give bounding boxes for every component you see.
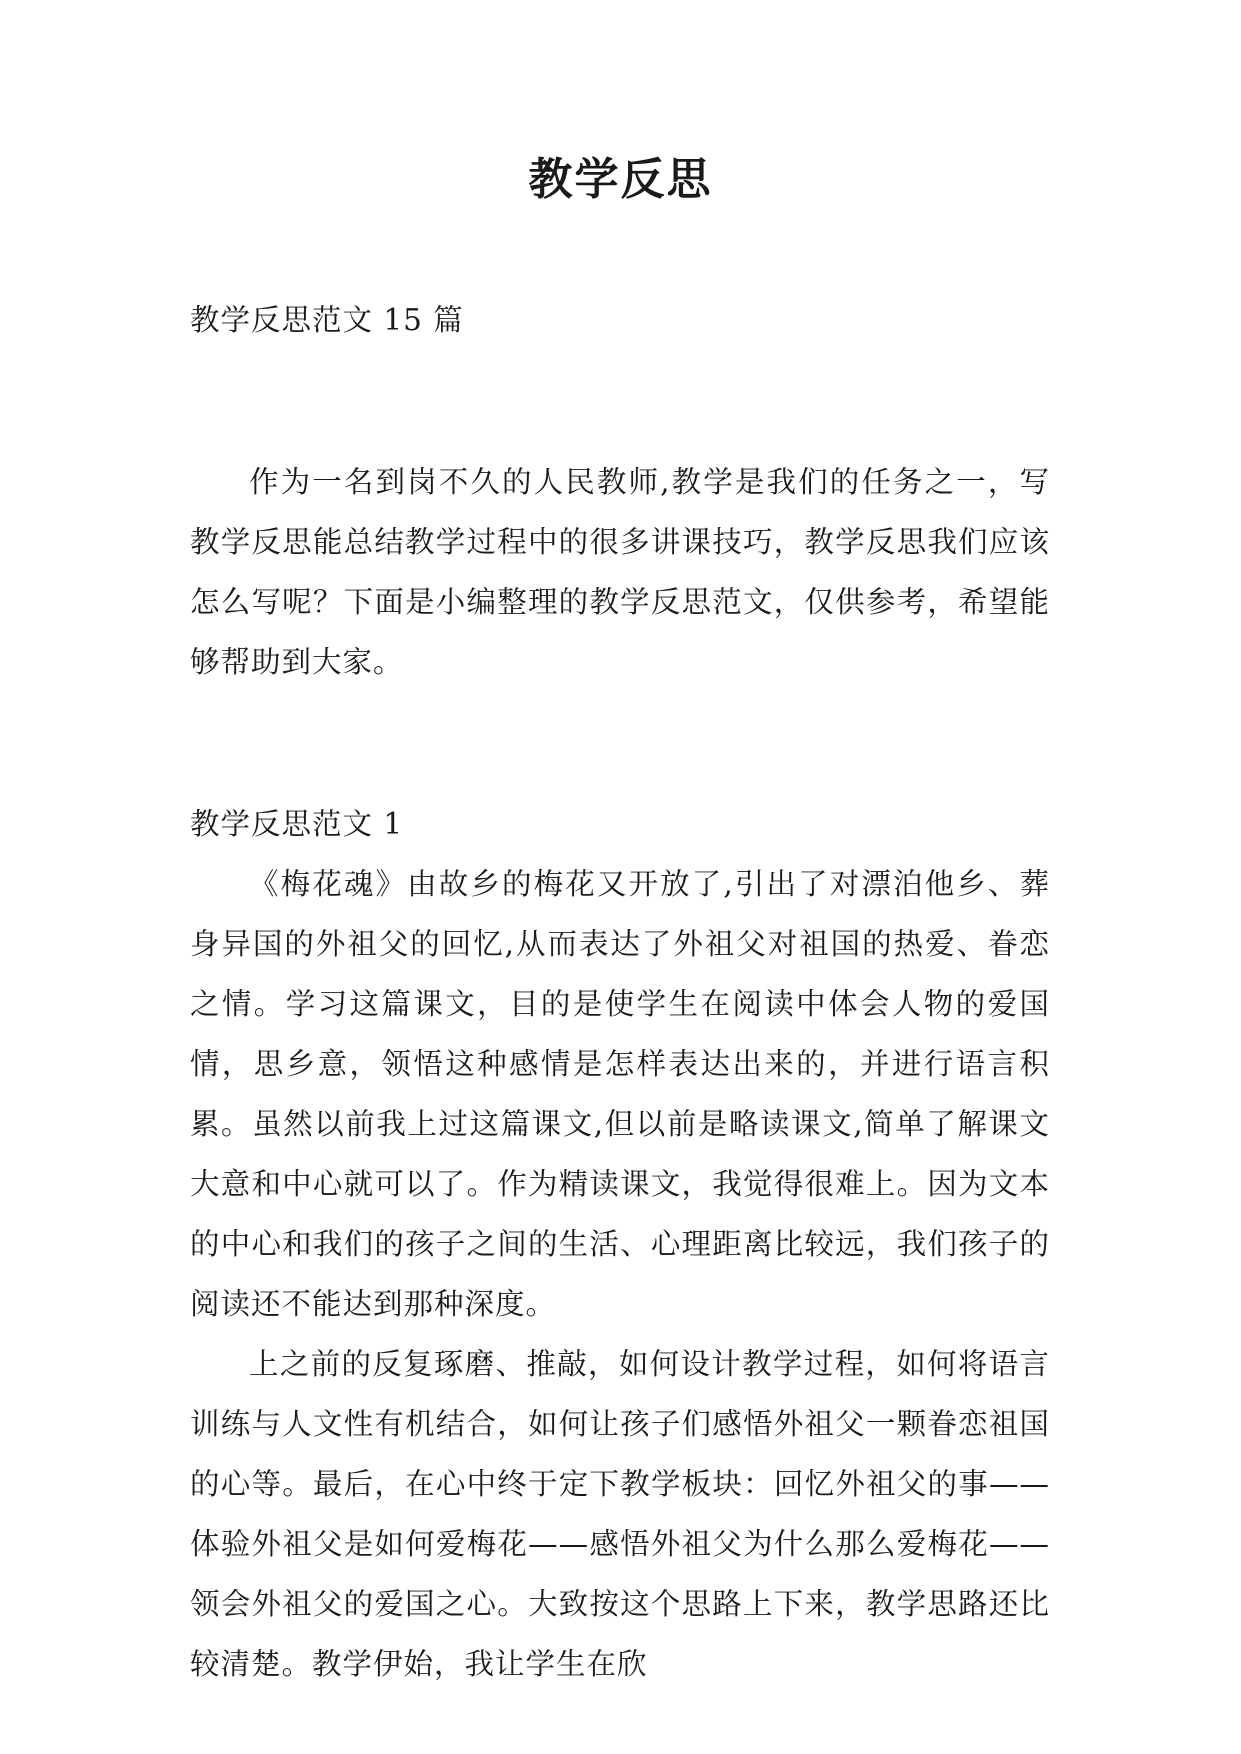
- spacer: [190, 692, 1050, 752]
- document-body: [190, 290, 1050, 1694]
- section-heading: 教学反思范文 1: [190, 807, 404, 841]
- document-title: 教学反思: [528, 154, 713, 205]
- spacer: [190, 350, 1050, 410]
- collection-heading: 教学反思范文 15 篇: [190, 303, 464, 337]
- spacer: [190, 410, 1050, 452]
- body-paragraph: 《梅花魂》由故乡的梅花又开放了,引出了对漂泊他乡、葬身异国的外祖父的回忆,从而表达了外祖父对祖国的热爱、眷恋之情。学习这篇课文，目的是使学生在阅读中体会人物的爱国情，思乡意，领悟这种感情是怎样表达出来的，并进行语言积累。虽然以前我上过这篇课文,但以前是略读课文,简单了解课文大意和中心就可以了。作为精读课文，我觉得很难上。因为文本的中心和我们的孩子之间的生活、心理距离比较远，我们孩子的阅读还不能达到那种深度。: [190, 867, 1050, 1321]
- intro-paragraph: 作为一名到岗不久的人民教师,教学是我们的任务之一，写教学反思能总结教学过程中的很多讲课技巧，教学反思我们应该怎么写呢？下面是小编整理的教学反思范文，仅供参考，希望能够帮助到大家。: [190, 465, 1050, 679]
- spacer: [190, 752, 1050, 794]
- body-paragraph: 上之前的反复琢磨、推敲，如何设计教学过程，如何将语言训练与人文性有机结合，如何让孩子们感悟外祖父一颗眷恋祖国的心等。最后，在心中终于定下教学板块：回忆外祖父的事——体验外祖父是如何爱梅花——感悟外祖父为什么那么爱梅花——领会外祖父的爱国之心。大致按这个思路上下来，教学思路还比较清楚。教学伊始，我让学生在欣: [190, 1347, 1050, 1681]
